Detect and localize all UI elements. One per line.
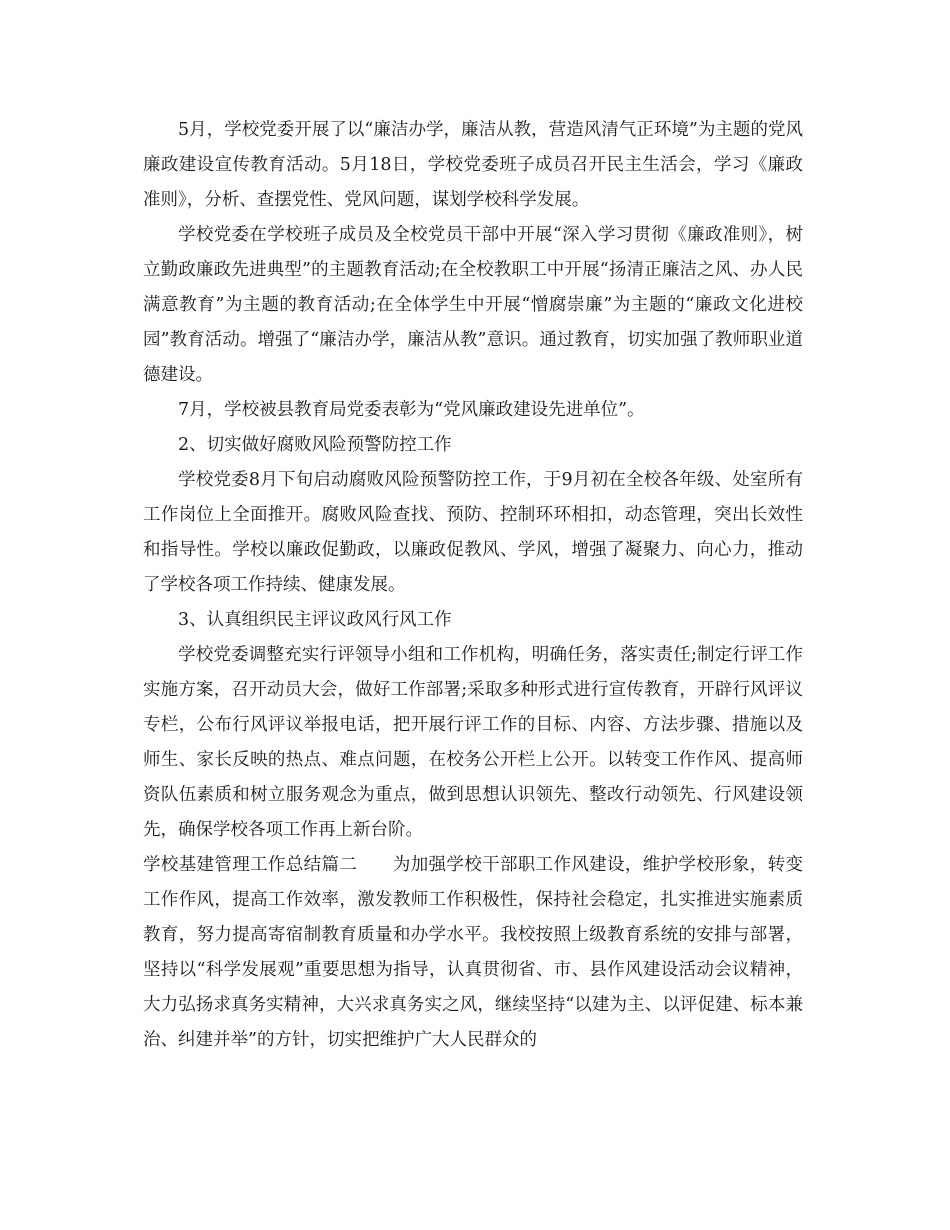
paragraph-summary-part-two: 学校基建管理工作总结篇二 为加强学校干部职工作风建设，维护学校形象，转变工作作风，提高工作效率，激发教师工作积极性，保持社会稳定，扎实推进实施素质教育，努力提高寄宿制教育质量和办学水平。我校按照上级教育系统的安排与部署，坚持以“科学发展观”重要思想为指导，认真贯彻省、市、县作风建设活动会议精神，大力弘扬求真务实精神，大兴求真务实之风，继续坚持“以建为主、以评促建、标本兼治、纠建并举”的方针，切实把维护广大人民群众的 [143, 855, 803, 1050]
paragraph-july-award: 7月，学校被县教育局党委表彰为“党风廉政建设先进单位”。 [178, 400, 645, 420]
paragraph-risk-control: 学校党委8月下旬启动腐败风险预警防控工作，于9月初在全校各年级、处室所有工作岗位上全面推开。腐败风险查找、预防、控制环环相扣，动态管理，突出长效性和指导性。学校以廉政促勤政，以廉政促教风、学风，增强了凝聚力、向心力，推动了学校各项工作持续、健康发展。 [143, 470, 803, 595]
paragraph-theme-education: 学校党委在学校班子成员及全校党员干部中开展“深入学习贯彻《廉政准则》，树立勤政廉政先进典型”的主题教育活动;在全校教职工中开展“扬清正廉洁之风、办人民满意教育”为主题的教育活动;在全体学生中开展“憎腐崇廉”为主题的“廉政文化进校园”教育活动。增强了“廉洁办学，廉洁从教”意识。通过教育，切实加强了教师职业道德建设。 [143, 225, 803, 385]
document-body [143, 113, 803, 1058]
paragraph-democratic-review: 学校党委调整充实行评领导小组和工作机构，明确任务，落实责任;制定行评工作实施方案，召开动员大会，做好工作部署;采取多种形式进行宣传教育，开辟行风评议专栏，公布行风评议举报电话，把开展行评工作的目标、内容、方法步骤、措施以及师生、家长反映的热点、难点问题，在校务公开栏上公开。以转变工作作风、提高师资队伍素质和树立服务观念为重点，做到思想认识领先、整改行动领先、行风建设领先，确保学校各项工作再上新台阶。 [143, 645, 803, 840]
paragraph-may-activities: 5月，学校党委开展了以“廉洁办学，廉洁从教，营造风清气正环境”为主题的党风廉政建设宣传教育活动。5月18日，学校党委班子成员召开民主生活会，学习《廉政准则》，分析、查摆党性、党风问题，谋划学校科学发展。 [143, 120, 803, 210]
section-heading-risk-control: 2、切实做好腐败风险预警防控工作 [178, 435, 452, 455]
section-heading-democratic-review: 3、认真组织民主评议政风行风工作 [178, 610, 452, 630]
